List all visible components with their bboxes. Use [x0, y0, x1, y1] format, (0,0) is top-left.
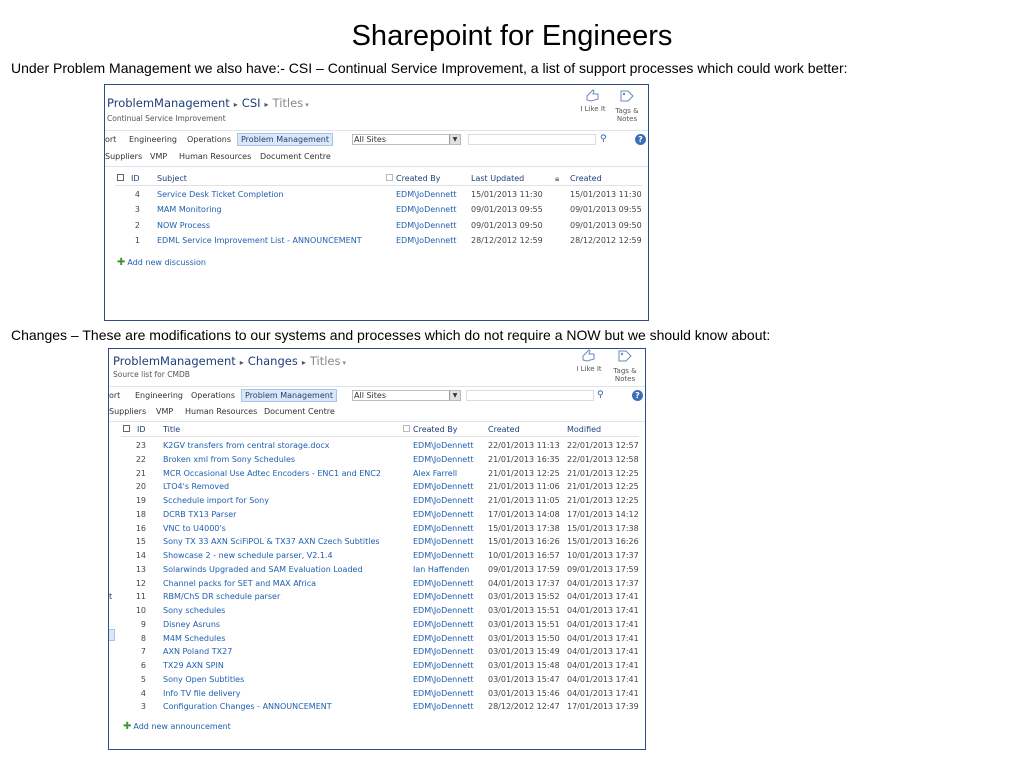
row-modified: 21/01/2013 12:25	[567, 482, 639, 492]
row-created-by[interactable]: EDM\JoDennett	[396, 220, 457, 230]
row-modified: 17/01/2013 14:12	[567, 509, 639, 519]
csi-screenshot	[104, 84, 649, 321]
row-id: 19	[135, 496, 146, 505]
col-title[interactable]: Title	[163, 425, 181, 434]
changes-screenshot	[108, 348, 646, 750]
row-modified: 04/01/2013 17:41	[567, 647, 639, 657]
nav-item-problem-management[interactable]: Problem Management	[241, 389, 337, 402]
row-created: 03/01/2013 15:50	[488, 633, 560, 643]
row-title-link[interactable]: Solarwinds Upgraded and SAM Evaluation Loaded	[163, 564, 363, 574]
row-created-by[interactable]: EDM\JoDennett	[413, 496, 474, 505]
breadcrumb-list[interactable]: Changes	[247, 354, 298, 368]
row-title-link[interactable]: Sony schedules	[163, 606, 226, 615]
tag-icon	[618, 89, 636, 105]
nav-item-engineering[interactable]: Engineering	[129, 135, 177, 144]
row-created: 04/01/2013 17:37	[488, 578, 560, 588]
row-title-link[interactable]: Broken xml from Sony Schedules	[163, 454, 296, 464]
row-created-by[interactable]: EDM\JoDennett	[413, 606, 474, 615]
row-title-link[interactable]: Disney Asruns	[163, 619, 221, 629]
row-created: 21/01/2013 11:05	[488, 496, 560, 505]
nav-item-human-resources[interactable]: Human Resources	[179, 152, 252, 161]
search-icon[interactable]: ⚲	[597, 390, 604, 400]
row-created: 09/01/2013 17:59	[488, 564, 560, 574]
col-created[interactable]: Created	[570, 174, 602, 183]
row-created-by[interactable]: EDM\JoDennett	[413, 647, 474, 657]
row-created: 03/01/2013 15:46	[488, 688, 560, 698]
row-created-by[interactable]: EDM\JoDennett	[413, 702, 474, 712]
row-created: 22/01/2013 11:13	[488, 441, 560, 450]
row-created-by[interactable]: EDM\JoDennett	[413, 633, 474, 643]
row-created-by[interactable]: EDM\JoDennett	[413, 537, 474, 547]
col-id[interactable]: ID	[131, 174, 140, 183]
row-id: 22	[135, 454, 146, 464]
row-modified: 21/01/2013 12:25	[567, 468, 639, 478]
table-row[interactable]	[121, 510, 639, 524]
row-title-link[interactable]: Configuration Changes - ANNOUNCEMENT	[163, 702, 332, 712]
row-title-link[interactable]: Channel packs for SET and MAX Africa	[163, 578, 317, 588]
slide-title: Sharepoint for Engineers	[351, 20, 673, 52]
row-title-link[interactable]: RBM/ChS DR schedule parser	[163, 592, 281, 602]
like-button[interactable]	[577, 89, 609, 113]
table-row[interactable]	[115, 236, 642, 250]
table-row[interactable]	[121, 661, 639, 675]
row-created: 03/01/2013 15:51	[488, 619, 560, 629]
quick-launch-selected-fragment	[109, 629, 115, 641]
row-created-by[interactable]: Ian Haffenden	[413, 564, 470, 574]
breadcrumb-view[interactable]: Titles	[309, 354, 341, 368]
row-id: 16	[135, 523, 146, 533]
row-created: 15/01/2013 17:38	[488, 523, 560, 533]
row-created: 03/01/2013 15:51	[488, 606, 560, 615]
row-id: 1	[134, 235, 140, 245]
row-id: 14	[135, 551, 146, 560]
table-row[interactable]	[121, 675, 639, 689]
list-description: Source list for CMDB	[113, 370, 190, 379]
table-row[interactable]	[121, 469, 639, 483]
row-title-link[interactable]: VNC to U4000's	[163, 523, 226, 533]
table-row[interactable]	[121, 482, 639, 496]
table-row[interactable]	[121, 592, 639, 606]
row-title-link[interactable]: AXN Poland TX27	[163, 647, 233, 657]
row-modified: 04/01/2013 17:41	[567, 619, 639, 629]
table-row[interactable]	[121, 689, 639, 703]
row-id: 11	[135, 592, 146, 602]
row-modified: 10/01/2013 17:37	[567, 551, 639, 560]
breadcrumb-site[interactable]: ProblemManagement	[107, 96, 230, 110]
row-created-by[interactable]: EDM\JoDennett	[413, 523, 474, 533]
row-modified: 15/01/2013 16:26	[567, 537, 639, 547]
breadcrumb-view[interactable]: Titles	[272, 96, 304, 110]
breadcrumb-arrow-icon: ▸	[301, 358, 306, 367]
row-title-link[interactable]: Sony TX 33 AXN SciFiPOL & TX37 AXN Czech Subtitles	[163, 537, 380, 547]
row-created: 21/01/2013 16:35	[488, 454, 560, 464]
tags-label-2: Notes	[614, 375, 636, 383]
search-scope-select[interactable]	[352, 390, 461, 401]
nav-item-suppliers[interactable]: Suppliers	[109, 407, 147, 416]
row-last-updated: 09/01/2013 09:55	[471, 205, 543, 215]
row-id: 8	[140, 633, 146, 643]
search-input[interactable]	[468, 134, 596, 145]
row-created: 03/01/2013 15:52	[488, 592, 560, 602]
row-subject-link[interactable]: Service Desk Ticket Completion	[157, 190, 284, 199]
select-all-checkbox[interactable]	[123, 425, 130, 432]
row-id: 10	[135, 606, 146, 615]
table-row[interactable]	[121, 496, 639, 510]
row-title-link[interactable]: K2GV transfers from central storage.docx	[163, 441, 330, 450]
col-created[interactable]: Created	[488, 425, 520, 434]
row-modified: 22/01/2013 12:57	[567, 441, 639, 450]
list-header	[121, 422, 639, 437]
row-created-by[interactable]: EDM\JoDennett	[413, 688, 474, 698]
nav-item-support[interactable]: ort	[105, 135, 117, 144]
add-new-discussion-link[interactable]: ✚ Add new discussion	[117, 257, 206, 268]
plus-icon: ✚	[123, 721, 132, 732]
row-id: 21	[135, 468, 146, 478]
row-title-link[interactable]: LTO4's Removed	[163, 482, 230, 492]
nav-item-operations[interactable]: Operations	[191, 391, 235, 400]
nav-item-human-resources[interactable]: Human Resources	[185, 407, 258, 416]
row-created-by[interactable]: EDM\JoDennett	[413, 482, 474, 492]
row-created: 15/01/2013 16:26	[488, 537, 560, 547]
nav-item-problem-management[interactable]: Problem Management	[237, 133, 333, 146]
table-row[interactable]	[121, 441, 639, 455]
table-row[interactable]	[115, 205, 642, 219]
row-title-link[interactable]: DCRB TX13 Parser	[163, 509, 237, 519]
row-modified: 04/01/2013 17:41	[567, 674, 639, 684]
row-id: 6	[140, 661, 146, 670]
tags-notes-button[interactable]	[611, 349, 639, 383]
row-created: 15/01/2013 11:30	[570, 190, 642, 199]
table-row[interactable]	[121, 647, 639, 661]
row-modified: 04/01/2013 17:41	[567, 606, 639, 615]
help-icon[interactable]: ?	[635, 134, 646, 145]
row-subject-link[interactable]: EDML Service Improvement List - ANNOUNCEMENT	[157, 235, 362, 245]
tags-label-2: Notes	[616, 115, 638, 123]
row-id: 13	[135, 564, 146, 574]
chevron-down-icon[interactable]: ▾	[342, 359, 346, 367]
row-modified: 04/01/2013 17:41	[567, 688, 639, 698]
row-created: 09/01/2013 09:55	[570, 205, 642, 215]
search-scope-select[interactable]	[352, 134, 461, 145]
row-modified: 15/01/2013 17:38	[567, 523, 639, 533]
attachment-checkbox	[403, 425, 410, 432]
list-header	[115, 171, 642, 186]
row-created-by[interactable]: EDM\JoDennett	[396, 205, 457, 215]
row-id: 4	[140, 688, 146, 698]
row-modified: 04/01/2013 17:37	[567, 578, 639, 588]
nav-item-suppliers[interactable]: Suppliers	[105, 152, 143, 161]
row-last-updated: 15/01/2013 11:30	[471, 190, 543, 199]
row-last-updated: 28/12/2012 12:59	[471, 235, 543, 245]
row-subject-link[interactable]: MAM Monitoring	[157, 205, 222, 215]
row-modified: 04/01/2013 17:41	[567, 633, 639, 643]
table-row[interactable]	[121, 606, 639, 620]
row-title-link[interactable]: Sony Open Subtitles	[163, 674, 245, 684]
row-id: 12	[135, 578, 146, 588]
col-modified[interactable]: Modified	[567, 425, 602, 434]
help-icon[interactable]: ?	[632, 390, 643, 401]
row-id: 20	[135, 482, 146, 492]
table-row[interactable]	[115, 221, 642, 235]
nav-item-engineering[interactable]: Engineering	[135, 391, 183, 400]
row-created-by[interactable]: EDM\JoDennett	[413, 592, 474, 602]
row-id: 18	[135, 509, 146, 519]
row-title-link[interactable]: M4M Schedules	[163, 633, 226, 643]
like-label: I Like It	[580, 105, 606, 113]
row-created-by[interactable]: EDM\JoDennett	[413, 674, 474, 684]
table-row[interactable]	[121, 620, 639, 634]
plus-icon: ✚	[117, 257, 126, 268]
row-created-by[interactable]: EDM\JoDennett	[396, 235, 457, 245]
breadcrumb	[107, 96, 309, 110]
row-created: 03/01/2013 15:47	[488, 674, 560, 684]
breadcrumb-list[interactable]: CSI	[241, 96, 261, 110]
table-row[interactable]	[121, 455, 639, 469]
row-id: 4	[134, 190, 140, 199]
chevron-down-icon[interactable]: ▼	[449, 391, 460, 400]
row-created-by[interactable]: EDM\JoDennett	[413, 454, 474, 464]
row-title-link[interactable]: MCR Occasional Use Adtec Encoders - ENC1 and ENC2	[163, 468, 381, 478]
row-id: 2	[134, 220, 140, 230]
search-scope-value: All Sites	[354, 135, 386, 144]
row-modified: 17/01/2013 17:39	[567, 702, 639, 712]
breadcrumb-arrow-icon: ▸	[264, 100, 269, 109]
thumbs-up-icon	[585, 89, 601, 103]
row-subject-link[interactable]: NOW Process	[157, 220, 211, 230]
quick-launch-fragment: t	[109, 592, 113, 601]
row-id: 23	[135, 441, 146, 450]
row-created: 28/12/2012 12:59	[570, 235, 642, 245]
search-scope-value: All Sites	[354, 391, 386, 400]
tags-label-1: Tags &	[613, 367, 637, 375]
col-created-by[interactable]: Created By	[413, 425, 458, 434]
row-created-by[interactable]: EDM\JoDennett	[413, 551, 474, 560]
row-modified: 04/01/2013 17:41	[567, 661, 639, 670]
row-modified: 09/01/2013 17:59	[567, 564, 639, 574]
search-input[interactable]	[466, 390, 594, 401]
row-created: 21/01/2013 12:25	[488, 468, 560, 478]
row-created-by[interactable]: EDM\JoDennett	[413, 441, 474, 450]
table-row[interactable]	[115, 190, 642, 204]
chevron-down-icon[interactable]: ▼	[449, 135, 460, 144]
nav-item-document-centre[interactable]: Document Centre	[260, 152, 331, 161]
select-all-checkbox[interactable]	[117, 174, 124, 181]
thumbs-up-icon	[581, 349, 597, 363]
row-id: 9	[140, 619, 146, 629]
row-title-link[interactable]: Showcase 2 - new schedule parser, V2.1.4	[163, 551, 333, 560]
row-created: 09/01/2013 09:50	[570, 220, 642, 230]
search-icon[interactable]: ⚲	[600, 134, 607, 144]
breadcrumb-site[interactable]: ProblemManagement	[113, 354, 236, 368]
table-row[interactable]	[121, 524, 639, 538]
row-created: 17/01/2013 14:08	[488, 509, 560, 519]
row-title-link[interactable]: Info TV file delivery	[163, 688, 241, 698]
caption-changes: Changes – These are modifications to our systems and processes which do not require a NOW but we should know about:	[11, 327, 771, 343]
list-description: Continual Service Improvement	[107, 114, 226, 123]
nav-item-support[interactable]: ort	[109, 391, 121, 400]
table-row[interactable]	[121, 634, 639, 648]
row-created-by[interactable]: EDM\JoDennett	[413, 509, 474, 519]
col-id[interactable]: ID	[137, 425, 146, 434]
row-id: 3	[140, 702, 146, 712]
nav-item-vmp[interactable]: VMP	[150, 152, 168, 161]
row-created: 03/01/2013 15:49	[488, 647, 560, 657]
add-new-announcement-link[interactable]: ✚ Add new announcement	[123, 721, 231, 732]
table-row[interactable]	[121, 579, 639, 593]
tags-label-1: Tags &	[615, 107, 639, 115]
row-created: 03/01/2013 15:48	[488, 661, 560, 670]
col-subject[interactable]: Subject	[157, 174, 187, 183]
row-modified: 21/01/2013 12:25	[567, 496, 639, 505]
row-created-by[interactable]: EDM\JoDennett	[413, 661, 474, 670]
table-row[interactable]	[121, 551, 639, 565]
row-created: 10/01/2013 16:57	[488, 551, 560, 560]
row-id: 3	[134, 205, 140, 215]
col-last-updated[interactable]: Last Updated	[471, 174, 525, 183]
table-row[interactable]	[121, 537, 639, 551]
row-title-link[interactable]: TX29 AXN SPIN	[163, 661, 224, 670]
tag-icon	[616, 349, 634, 365]
col-created-by[interactable]: Created By	[396, 174, 441, 183]
row-created-by[interactable]: Alex Farrell	[413, 468, 458, 478]
row-created: 28/12/2012 12:47	[488, 702, 560, 712]
row-id: 15	[135, 537, 146, 547]
like-button[interactable]	[573, 349, 605, 373]
row-id: 7	[140, 647, 146, 657]
nav-item-document-centre[interactable]: Document Centre	[264, 407, 335, 416]
nav-item-vmp[interactable]: VMP	[156, 407, 174, 416]
nav-item-operations[interactable]: Operations	[187, 135, 231, 144]
row-created-by[interactable]: EDM\JoDennett	[396, 190, 457, 199]
row-created: 21/01/2013 11:06	[488, 482, 560, 492]
row-created-by[interactable]: EDM\JoDennett	[413, 578, 474, 588]
breadcrumb	[113, 354, 346, 368]
chevron-down-icon[interactable]: ▾	[305, 101, 309, 109]
row-last-updated: 09/01/2013 09:50	[471, 220, 543, 230]
caption-csi: Under Problem Management we also have:- CSI – Continual Service Improvement, a list of support processes which could work better:	[11, 60, 848, 76]
breadcrumb-arrow-icon: ▸	[239, 358, 244, 367]
attachment-checkbox	[386, 174, 393, 181]
row-created-by[interactable]: EDM\JoDennett	[413, 619, 474, 629]
lock-icon: 🔒︎	[555, 174, 560, 183]
row-title-link[interactable]: Scchedule import for Sony	[163, 496, 269, 505]
table-row[interactable]	[121, 565, 639, 579]
row-modified: 22/01/2013 12:58	[567, 454, 639, 464]
tags-notes-button[interactable]	[613, 89, 641, 123]
row-id: 5	[140, 674, 146, 684]
like-label: I Like It	[576, 365, 602, 373]
row-modified: 04/01/2013 17:41	[567, 592, 639, 602]
table-row[interactable]	[121, 702, 639, 716]
breadcrumb-arrow-icon: ▸	[233, 100, 238, 109]
